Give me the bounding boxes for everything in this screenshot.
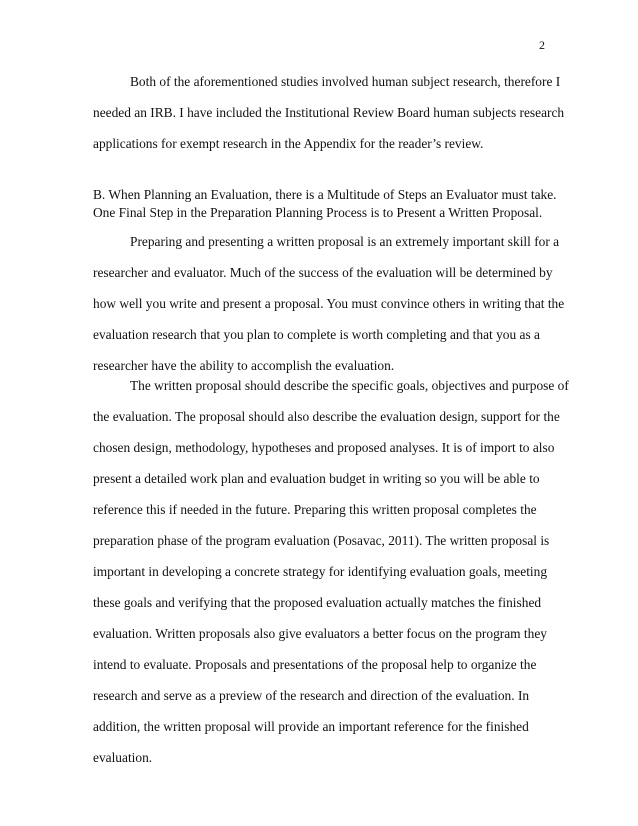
paragraph-line: how well you write and present a proposal. You must convince others in writing that the — [93, 296, 565, 311]
paragraph-line: these goals and verifying that the proposed evaluation actually matches the finished — [93, 595, 542, 610]
heading-line: One Final Step in the Preparation Planning Process is to Present a Written Proposal. — [93, 205, 543, 220]
paragraph-line: researcher and evaluator. Much of the success of the evaluation will be determined by — [93, 265, 553, 280]
paragraph-proposal-skill — [93, 226, 565, 381]
paragraph-line: researcher have the ability to accomplish the evaluation. — [93, 358, 395, 373]
paragraph-line: research and serve as a preview of the research and direction of the evaluation. In — [93, 688, 530, 703]
paragraph-line: important in developing a concrete strategy for identifying evaluation goals, meeting — [93, 564, 548, 579]
paragraph-line: evaluation. — [93, 750, 153, 765]
paragraph-line: needed an IRB. I have included the Institutional Review Board human subjects research — [93, 105, 565, 120]
paragraph-line: chosen design, methodology, hypotheses and proposed analyses. It is of import to also — [93, 440, 555, 455]
paragraph-line: the evaluation. The proposal should also describe the evaluation design, support for the — [93, 409, 560, 424]
section-heading — [93, 186, 557, 222]
paragraph-line: present a detailed work plan and evaluation budget in writing so you will be able to — [93, 471, 540, 486]
page-number: 2 — [539, 38, 545, 52]
paragraph-line: Both of the aforementioned studies involved human subject research, therefore I — [130, 74, 561, 89]
paragraph-line: evaluation. Written proposals also give evaluators a better focus on the program they — [93, 626, 547, 641]
paragraph-line: intend to evaluate. Proposals and presentations of the proposal help to organize the — [93, 657, 537, 672]
paragraph-line: applications for exempt research in the Appendix for the reader’s review. — [93, 136, 484, 151]
paragraph-line: preparation phase of the program evaluation (Posavac, 2011). The written proposal is — [93, 533, 550, 548]
heading-line: B. When Planning an Evaluation, there is a Multitude of Steps an Evaluator must take. — [93, 187, 557, 202]
paragraph-line: addition, the written proposal will provide an important reference for the finished — [93, 719, 529, 734]
paragraph-line: The written proposal should describe the specific goals, objectives and purpose of — [130, 378, 569, 393]
paragraph-proposal-content — [93, 370, 569, 773]
paragraph-irb — [93, 66, 565, 159]
paragraph-line: reference this if needed in the future. Preparing this written proposal completes the — [93, 502, 537, 517]
paragraph-line: evaluation research that you plan to complete is worth completing and that you as a — [93, 327, 540, 342]
paragraph-line: Preparing and presenting a written proposal is an extremely important skill for a — [130, 234, 560, 249]
